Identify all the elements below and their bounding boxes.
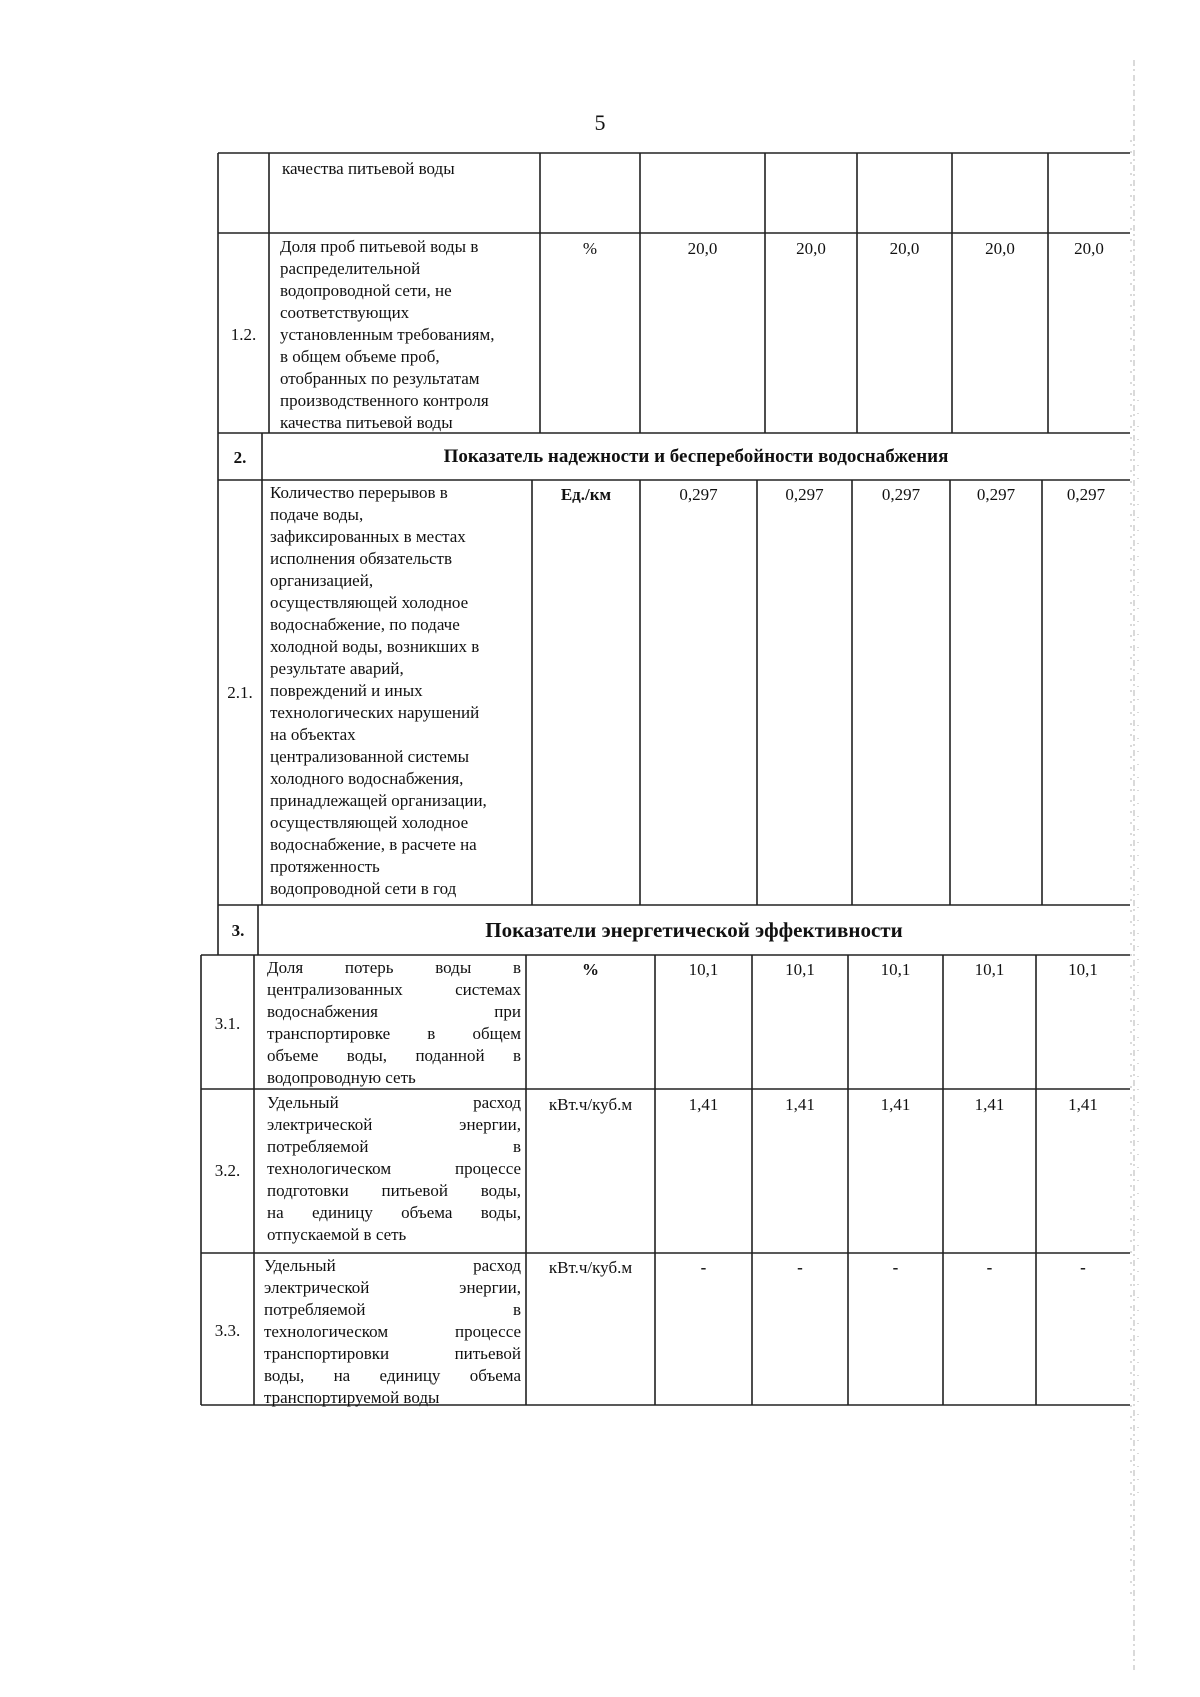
section-3-title: Показатели энергетической эффективности <box>485 918 903 942</box>
description-line: электрической энергии, <box>264 1278 521 1297</box>
description-line: организацией, <box>270 571 374 590</box>
description-line: протяженность <box>270 857 380 876</box>
row-3-1-description <box>267 957 521 1089</box>
row-2-1-unit: Ед./км <box>560 485 612 504</box>
row-3-2-number: 3.2. <box>214 1161 241 1180</box>
description-line: исполнения обязательств <box>270 549 452 568</box>
row-2-1-value-3: 0,297 <box>881 485 921 504</box>
row-2-1-number: 2.1. <box>227 683 253 702</box>
row-3-2-unit: кВт.ч/куб.м <box>548 1095 633 1114</box>
description-line: водопроводную сеть <box>267 1068 416 1087</box>
row-1-2-value-4: 20,0 <box>985 239 1015 258</box>
row-3-1-value-5: 10,1 <box>1068 960 1098 979</box>
row-3-2-value-3: 1,41 <box>880 1095 911 1114</box>
description-line: централизованных системах <box>267 980 521 999</box>
description-line: производственного контроля <box>280 391 489 410</box>
row-2-1-description <box>270 482 530 900</box>
row-3-3-number: 3.3. <box>214 1321 241 1340</box>
row-2-1-value-4: 0,297 <box>976 485 1016 504</box>
row-1-2-value-1: 20,0 <box>687 239 718 258</box>
description-line: холодной воды, возникших в <box>270 637 480 656</box>
description-line: водопроводной сети, не <box>280 281 452 300</box>
description-line: транспортировки питьевой <box>264 1344 521 1363</box>
description-line: осуществляющей холодное <box>270 813 469 832</box>
row-3-2-value-5: 1,41 <box>1068 1095 1098 1114</box>
row-1-2-number: 1.2. <box>230 325 257 344</box>
row-3-1-unit: % <box>582 960 599 979</box>
description-line: на единицу объема воды, <box>267 1203 521 1222</box>
description-line: водоснабжение, в расчете на <box>270 835 477 854</box>
description-line: технологическом процессе <box>264 1322 521 1341</box>
row-3-2-description <box>267 1092 521 1246</box>
description-line: водопроводной сети в год <box>270 879 457 898</box>
row-1-2-unit: % <box>582 239 598 258</box>
description-line: потребляемой в <box>267 1137 521 1156</box>
description-line: водоснабжения при <box>267 1002 521 1021</box>
row-3-1-value-4: 10,1 <box>974 960 1005 979</box>
description-line: повреждений и иных <box>270 681 423 700</box>
row-3-3-value-1: - <box>700 1258 707 1277</box>
description-line: качества питьевой воды <box>280 413 453 432</box>
row-1-2-value-5: 20,0 <box>1074 239 1104 258</box>
row-3-3-value-3: - <box>892 1258 899 1277</box>
description-line: зафиксированных в местах <box>270 527 466 546</box>
description-line: технологическом процессе <box>267 1159 521 1178</box>
row-1-2-value-2: 20,0 <box>796 239 826 258</box>
row-top-description <box>282 158 532 180</box>
description-line: воды, на единицу объема <box>264 1366 521 1385</box>
row-3-2-value-2: 1,41 <box>785 1095 815 1114</box>
description-line: водоснабжение, по подаче <box>270 615 460 634</box>
section-2-title: Показатель надежности и бесперебойности водоснабжения <box>443 446 949 467</box>
row-2-1-value-2: 0,297 <box>785 485 824 504</box>
description-line: транспортировке в общем <box>267 1024 521 1043</box>
row-3-3-unit: кВт.ч/куб.м <box>548 1258 633 1277</box>
row-3-2-value-1: 1,41 <box>688 1095 719 1114</box>
description-line: принадлежащей организации, <box>270 791 487 810</box>
description-line: Доля проб питьевой воды в <box>280 237 479 256</box>
scan-edge-artifact <box>1131 60 1138 1670</box>
description-line: централизованной системы <box>270 747 470 766</box>
description-line: качества питьевой воды <box>282 159 455 178</box>
description-line: соответствующих <box>280 303 410 322</box>
description-line: установленным требованиям, <box>280 325 495 344</box>
description-line: подготовки питьевой воды, <box>267 1181 521 1200</box>
description-line: транспортируемой воды <box>264 1388 440 1407</box>
row-3-1-value-1: 10,1 <box>688 960 719 979</box>
row-3-3-value-2: - <box>797 1258 803 1277</box>
row-1-2-value-3: 20,0 <box>889 239 920 258</box>
row-3-1-value-2: 10,1 <box>785 960 815 979</box>
description-line: отпускаемой в сеть <box>267 1225 407 1244</box>
description-line: объеме воды, поданной в <box>267 1046 521 1065</box>
description-line: Доля потерь воды в <box>267 958 521 977</box>
description-line: Удельный расход <box>267 1093 521 1112</box>
description-line: Количество перерывов в <box>270 483 448 502</box>
description-line: распределительной <box>280 259 421 278</box>
row-2-1-value-1: 0,297 <box>679 485 718 504</box>
description-line: технологических нарушений <box>270 703 480 722</box>
section-3-number: 3. <box>231 921 245 940</box>
row-3-3-value-5: - <box>1080 1258 1086 1277</box>
section-2-number: 2. <box>233 448 247 467</box>
row-3-3-value-4: - <box>986 1258 993 1277</box>
row-2-1-value-5: 0,297 <box>1066 485 1106 504</box>
description-line: холодного водоснабжения, <box>270 769 464 788</box>
description-line: подаче воды, <box>270 505 364 524</box>
row-3-1-number: 3.1. <box>214 1014 241 1033</box>
description-line: отобранных по результатам <box>280 369 480 388</box>
description-line: в общем объеме проб, <box>280 347 440 366</box>
row-3-2-value-4: 1,41 <box>974 1095 1005 1114</box>
row-3-3-description <box>264 1255 521 1409</box>
description-line: электрической энергии, <box>267 1115 521 1134</box>
description-line: осуществляющей холодное <box>270 593 469 612</box>
row-1-2-description <box>280 236 538 434</box>
description-line: потребляемой в <box>264 1300 521 1319</box>
row-3-1-value-3: 10,1 <box>880 960 911 979</box>
page-number: 5 <box>594 110 606 135</box>
description-line: на объектах <box>270 725 356 744</box>
description-line: Удельный расход <box>264 1256 521 1275</box>
description-line: результате аварий, <box>270 659 404 678</box>
